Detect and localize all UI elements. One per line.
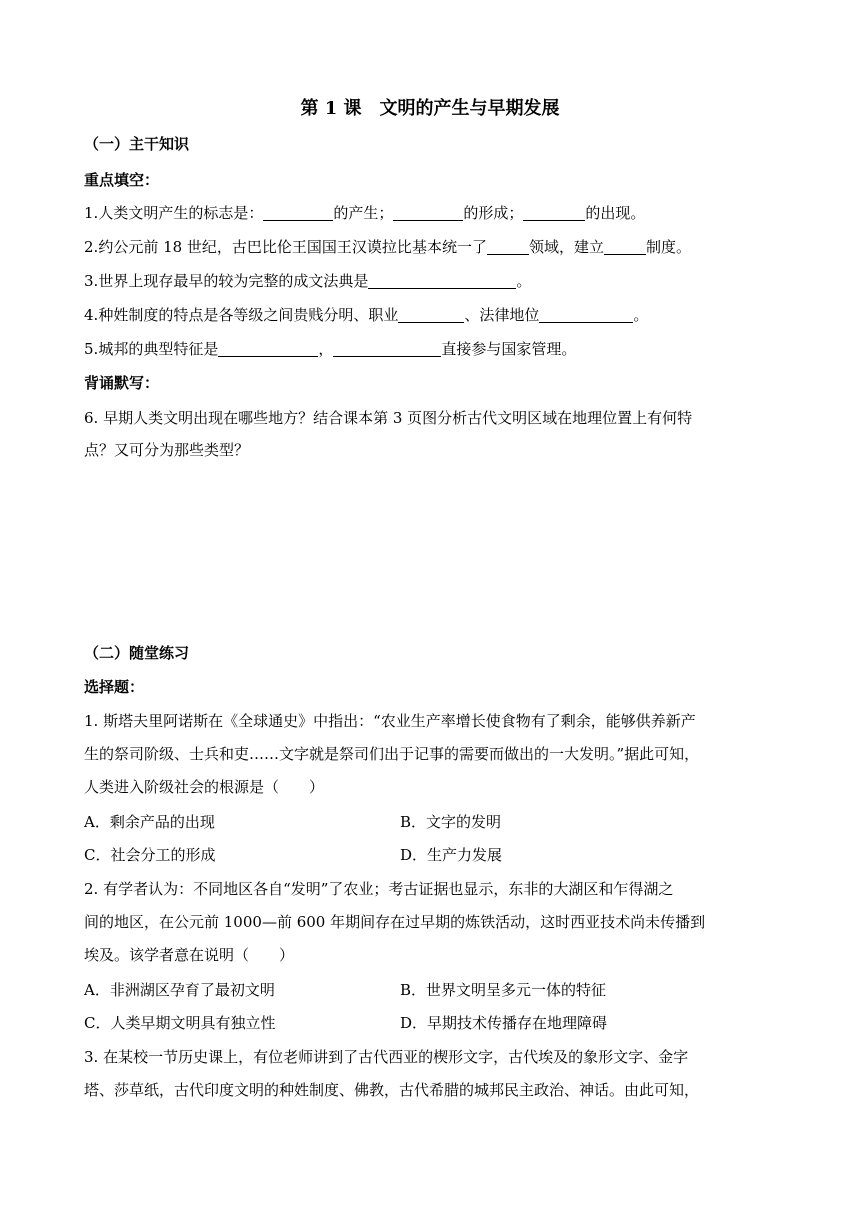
item-text: 领域，建立: [528, 238, 604, 256]
item-text: 。: [633, 306, 649, 324]
fill-item-3: [84, 270, 531, 292]
fill-item-1: [84, 202, 645, 224]
q1-option-b[interactable]: B．文字的发明: [400, 813, 502, 831]
question-2-line-2: 间的地区，在公元前 1000—前 600 年期间存在过早期的炼铁活动，这时西亚技术尚未传播到: [84, 913, 706, 931]
blank-field[interactable]: [523, 204, 585, 221]
item-number: 4.: [84, 306, 99, 324]
item-text: 种姓制度的特点是各等级之间贵贱分明、职业: [98, 306, 399, 324]
q2-option-d[interactable]: D．早期技术传播存在地理障碍: [400, 1014, 608, 1032]
blank-field[interactable]: [263, 204, 333, 221]
question-1-line-3: 人类进入阶级社会的根源是（ ）: [84, 778, 325, 796]
q1-option-a[interactable]: A．剩余产品的出现: [84, 813, 215, 831]
q1-option-d[interactable]: D．生产力发展: [400, 846, 503, 864]
lesson-title: 第 1 课 文明的产生与早期发展: [300, 98, 560, 119]
blank-field[interactable]: [398, 306, 464, 323]
item-text: 约公元前 18 世纪，古巴比伦王国国王汉谟拉比基本统一了: [98, 238, 487, 256]
blank-field[interactable]: [604, 238, 646, 255]
choice-heading: 选择题：: [84, 678, 145, 696]
question-3-line-1: 3. 在某校一节历史课上，有位老师讲到了古代西亚的楔形文字，古代埃及的象形文字、金字: [84, 1048, 689, 1066]
question-1-line-2: 生的祭司阶级、士兵和吏……文字就是祭司们出于记事的需要而做出的一大发明。”据此可知，: [84, 745, 700, 763]
item-number: 5.: [84, 340, 99, 358]
item-text: 的出现。: [585, 204, 646, 222]
section1-heading: （一）主干知识: [84, 135, 190, 153]
blank-field[interactable]: [487, 238, 529, 255]
item-text: 制度。: [645, 238, 691, 256]
fill-item-4: [84, 304, 648, 326]
item-number: 3.: [84, 272, 99, 290]
question-1-line-1: 1. 斯塔夫里阿诺斯在《全球通史》中指出：“农业生产率增长使食物有了剩余，能够供养新产: [84, 712, 696, 730]
blank-field[interactable]: [368, 272, 516, 289]
q2-option-c[interactable]: C．人类早期文明具有独立性: [84, 1014, 276, 1032]
question-2-line-1: 2. 有学者认为：不同地区各自“发明”了农业；考古证据也显示，东非的大湖区和乍得湖之: [84, 880, 674, 898]
item-text: 城邦的典型特征是: [98, 340, 219, 358]
question-6-line-1: 6. 早期人类文明出现在哪些地方？结合课本第 3 页图分析古代文明区域在地理位置上有何特: [84, 409, 693, 427]
blank-field[interactable]: [218, 340, 318, 357]
item-text: 人类文明产生的标志是：: [98, 204, 264, 222]
blank-field[interactable]: [333, 340, 441, 357]
q2-option-a[interactable]: A．非洲湖区孕育了最初文明: [84, 981, 275, 999]
fill-item-5: [84, 338, 576, 360]
fill-heading: 重点填空：: [84, 171, 160, 189]
item-text: 。: [516, 272, 532, 290]
item-text: ，: [318, 340, 334, 358]
item-text: 的形成；: [463, 204, 524, 222]
item-number: 1.: [84, 204, 99, 222]
question-2-line-3: 埃及。该学者意在说明（ ）: [84, 946, 295, 964]
q2-option-b[interactable]: B．世界文明呈多元一体的特征: [400, 981, 607, 999]
question-6-line-2: 点？又可分为那些类型？: [84, 441, 250, 459]
blank-field[interactable]: [393, 204, 463, 221]
item-text: 世界上现存最早的较为完整的成文法典是: [98, 272, 369, 290]
recite-heading: 背诵默写：: [84, 374, 160, 392]
q1-option-c[interactable]: C．社会分工的形成: [84, 846, 216, 864]
item-text: 的产生；: [333, 204, 394, 222]
section2-heading: （二）随堂练习: [84, 644, 190, 662]
blank-field[interactable]: [539, 306, 633, 323]
item-text: 、法律地位: [464, 306, 540, 324]
question-3-line-2: 塔、莎草纸，古代印度文明的种姓制度、佛教，古代希腊的城邦民主政治、神话。由此可知，: [84, 1081, 700, 1099]
fill-item-2: [84, 236, 691, 258]
item-text: 直接参与国家管理。: [441, 340, 577, 358]
item-number: 2.: [84, 238, 99, 256]
